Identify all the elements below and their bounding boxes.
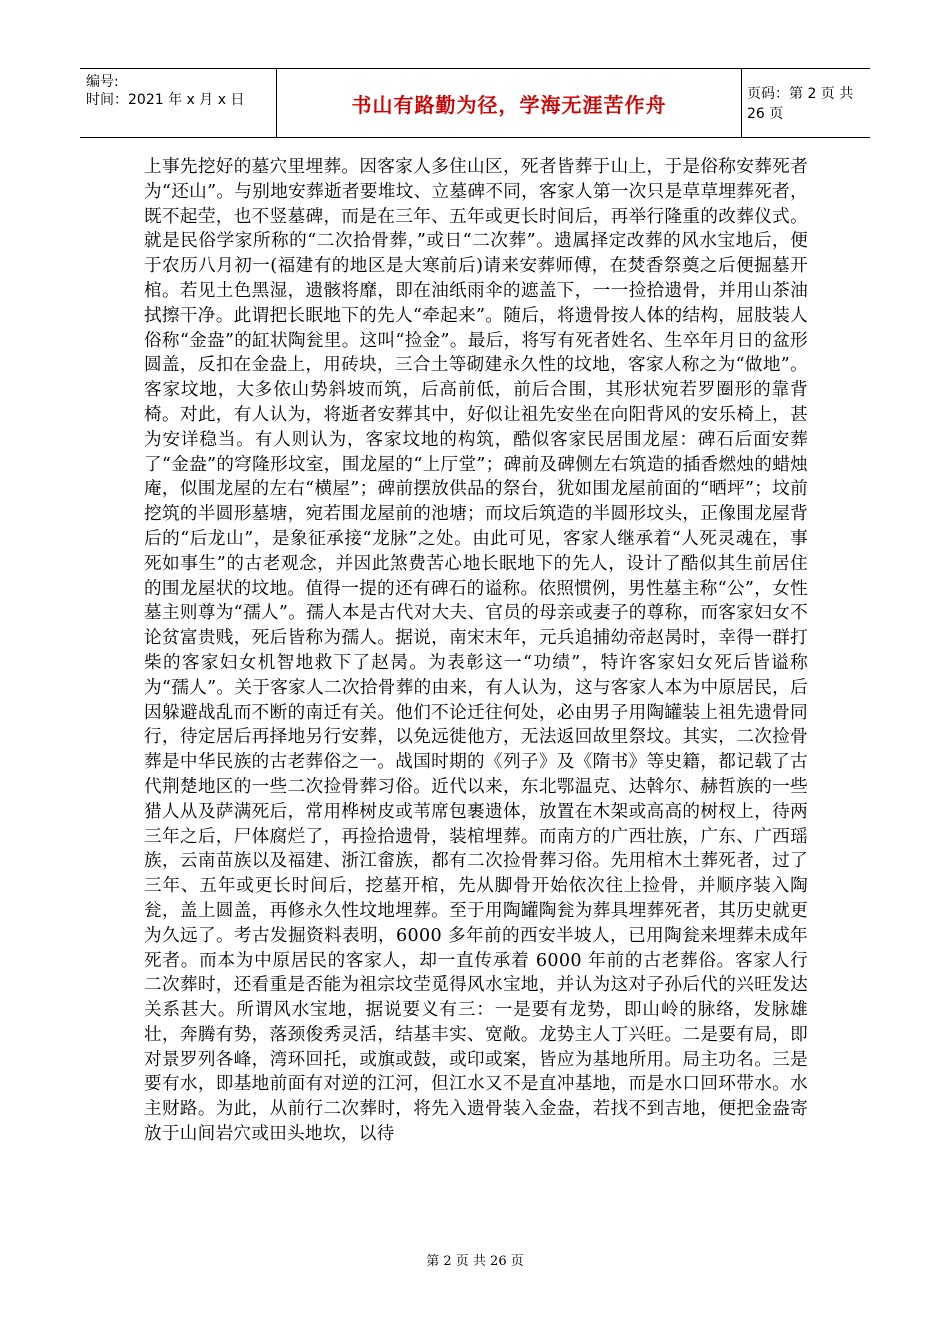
header-motto: 书山有路勤为径，学海无涯苦作舟 [351, 92, 667, 117]
header-page-number: 页码：第 2 页 共 26 页 [747, 86, 854, 122]
page-header [80, 68, 870, 138]
body-paragraph: 上事先挖好的墓穴里埋葬。因客家人多住山区，死者皆葬于山上，于是俗称安葬死者为“还山”。与别地安葬逝者要堆坟、立墓碑不同，客家人第一次只是草草埋葬死者，既不起茔，也不竖墓碑，而是在三年、五年或更长时间后，再举行隆重的改葬仪式。就是民俗学家所称的“二次拾骨葬，”或日“二次葬”。遗属择定改葬的风水宝地后，便于农历八月初一(福建有的地区是大寒前后)请来安葬师傅，在焚香祭奠之后便掘墓开棺。若见土色黑湿，遗骸将靡，即在油纸雨伞的遮盖下，一一捡拾遗骨，并用山茶油拭擦干净。此谓把长眠地下的先人“牵起来”。随后，将遗骨按人体的结构，屈肢装人俗称“金盎”的缸状陶瓮里。这叫“捡金”。最后，将写有死者姓名、生卒年月日的盆形圆盖，反扣在金盎上，用砖块，三合土等砌建永久性的坟地，客家人称之为“做地”。客家坟地，大多依山势斜坡而筑，后高前低，前后合围，其形状宛若罗圈形的靠背椅。对此，有人认为，将逝者安葬其中，好似让祖先安坐在向阳背风的安乐椅上，甚为安详稳当。有人则认为，客家坟地的构筑，酷似客家民居围龙屋：碑石后面安葬了“金盎”的穹隆形坟室，围龙屋的“上厅堂”；碑前及碑侧左右筑造的插香燃烛的蜡烛庵，似围龙屋的左右“横屋”；碑前摆放供品的祭台，犹如围龙屋前面的“晒坪”；坟前挖筑的半圆形墓塘，宛若围龙屋前的池塘；而坟后筑造的半圆形坟头，正像围龙屋背后的“后龙山”，是象征承接“龙脉”之处。由此可见，客家人继承着“人死灵魂在，事死如事生”的古老观念，并因此煞费苦心地长眠地下的先人，设计了酷似其生前居住的围龙屋状的坟地。值得一提的还有碑石的谥称。依照惯例，男性墓主称“公”，女性墓主则尊为“孺人”。孺人本是古代对大夫、官员的母亲或妻子的尊称，而客家妇女不论贫富贵贱，死后皆称为孺人。据说，南宋末年，元兵追捕幼帝赵昺时，幸得一群打柴的客家妇女机智地救下了赵昺。为表彰这一“功绩”，特许客家妇女死后皆谥称为“孺人”。关于客家人二次拾骨葬的由来，有人认为，这与客家人本为中原居民，后因躲避战乱而不断的南迁有关。他们不论迁往何处，必由男子用陶罐装上祖先遗骨同行，待定居后再择地另行安葬，以免远徙他方，无法返回故里祭坟。其实，二次捡骨葬是中华民族的古老葬俗之一。战国时期的《列子》及《隋书》等史籍，都记载了古代荆楚地区的一些二次捡骨葬习俗。近代以来，东北鄂温克、达斡尔、赫哲族的一些猎人从及萨满死后，常用桦树皮或苇席包裹遗体，放置在木架或高高的树杈上，待两三年之后，尸体腐烂了，再捡拾遗骨，装棺埋葬。而南方的广西壮族，广东、广西瑶族，云南苗族以及福建、浙江畲族，都有二次捡骨葬习俗。先用棺木土葬死者，过了三年、五年或更长时间后，挖墓开棺，先从脚骨开始依次往上捡骨，并顺序装入陶瓮，盖上圆盖，再修永久性坟地埋葬。至于用陶罐陶瓮为葬具埋葬死者，其历史就更为久远了。考古发掘资料表明，6000 多年前的西安半坡人，已用陶瓮来埋葬未成年死者。而本为中原居民的客家人，却一直传承着 6000 年前的古老葬俗。客家人行二次葬时，还看重是否能为祖宗坟茔觅得风水宝地，并认为这对子孙后代的兴旺发达关系甚大。所谓风水宝地，据说要义有三：一是要有龙势，即山岭的脉络，发脉雄壮，奔腾有势，落颈俊秀灵活，结基丰实、宽敞。龙势主人丁兴旺。二是要有局，即对景罗列各峰，湾环回托，或旗或鼓，或印或案，皆应为基地所用。局主功名。三是要有水，即基地前面有对逆的江河，但江水又不是直冲基地，而是水口回环带水。水主财路。为此，从前行二次葬时，将先入遗骨装入金盎，若找不到吉地，便把金盎寄放于山间岩穴或田头地坎，以待 [144, 157, 808, 1145]
page-footer: 第 2 页 共 26 页 [426, 1254, 524, 1269]
document-body [144, 155, 808, 1147]
header-motto-cell [276, 69, 742, 137]
document-date-label: 时间：2021 年 x 月 x 日 [86, 92, 245, 108]
header-meta [80, 69, 276, 137]
document-number-label: 编号: [86, 74, 119, 90]
